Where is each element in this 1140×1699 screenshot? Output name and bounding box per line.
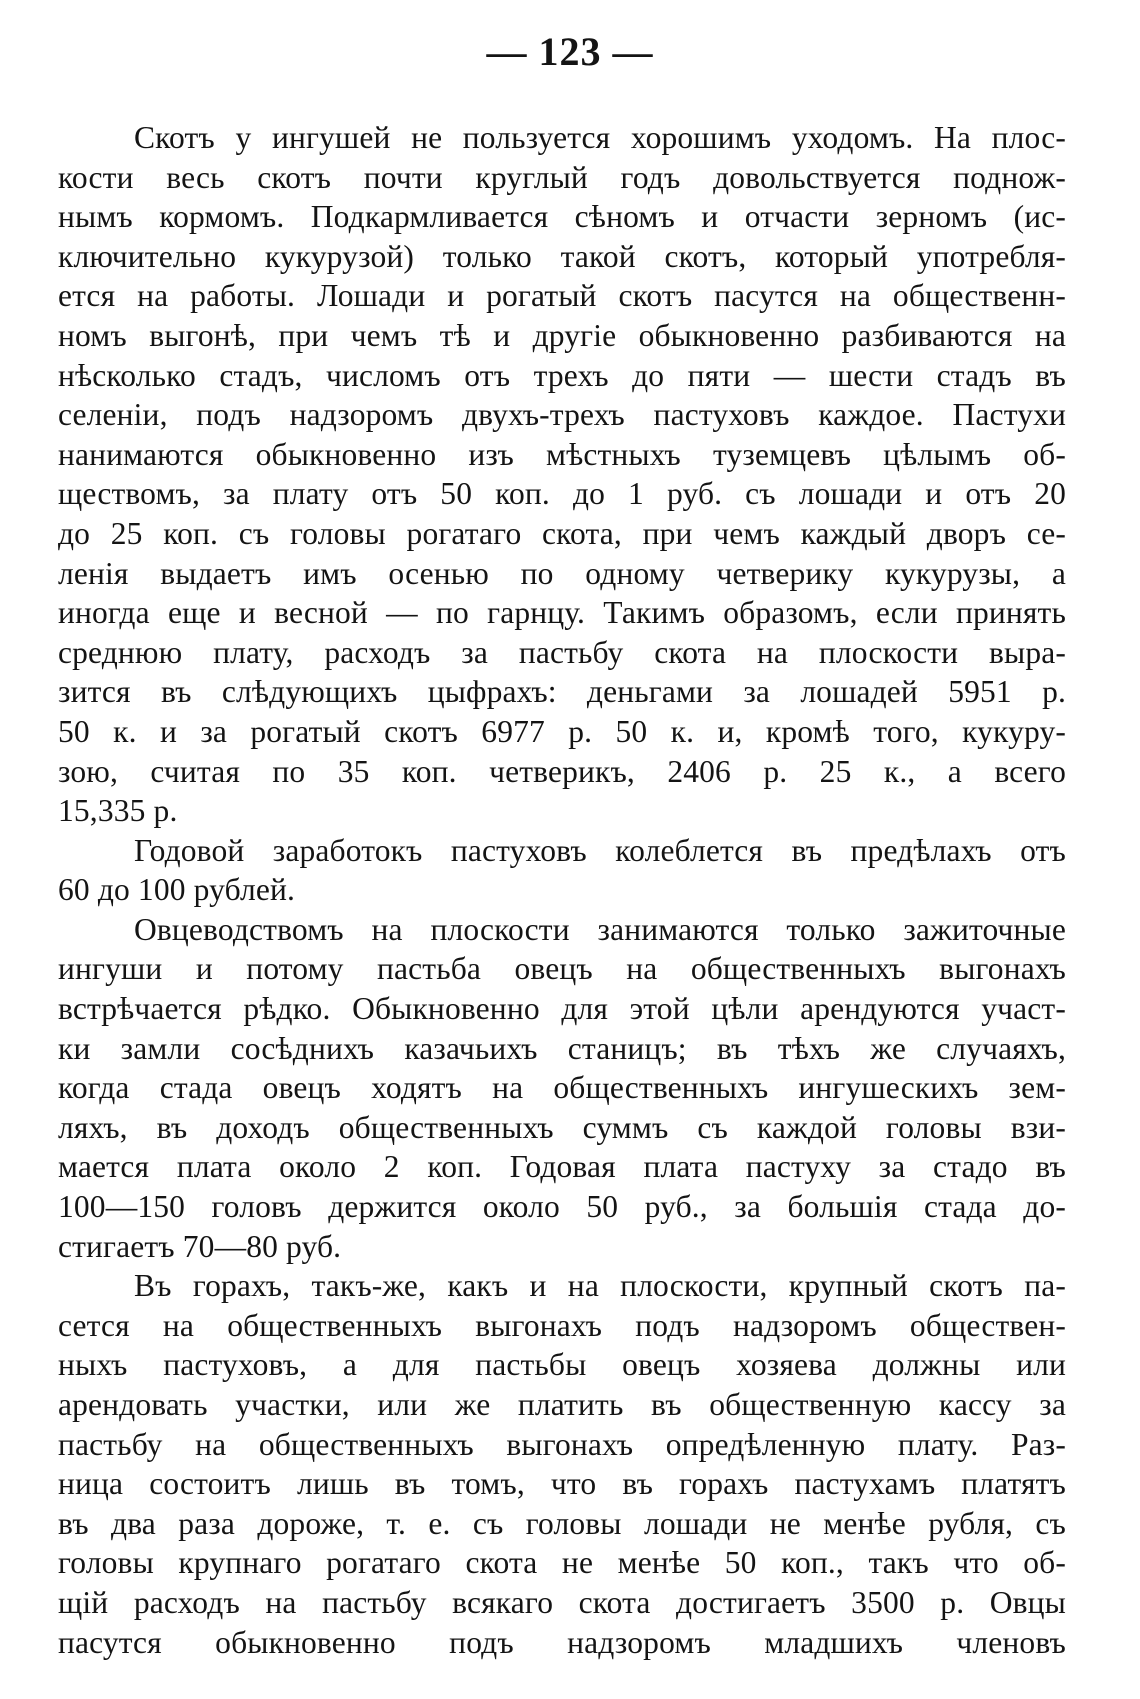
text-line: 15,335 р. (58, 793, 178, 829)
text-line: ленія выдаетъ имъ осенью по одному четверику кукурузы, а (58, 555, 1066, 591)
text-line: сется на общественныхъ выгонахъ подъ надзоромъ обществен- (58, 1307, 1066, 1343)
text-line: ется на работы. Лошади и рогатый скотъ пасутся на общественн- (58, 278, 1066, 314)
text-line: нанимаются обыкновенно изъ мѣстныхъ туземцевъ цѣлымъ об- (58, 436, 1066, 472)
text-line: въ два раза дороже, т. е. съ головы лошади не менѣе рубля, съ (58, 1505, 1066, 1541)
text-line: ключительно кукурузой) только такой скотъ, который употребля- (58, 238, 1066, 274)
text-line: иногда еще и весной — по гарнцу. Такимъ образомъ, если принять (58, 595, 1066, 631)
text-line: щій расходъ на пастьбу всякаго скота достигаетъ 3500 р. Овцы (58, 1584, 1066, 1620)
text-line: 60 до 100 рублей. (58, 872, 296, 908)
text-line: кости весь скотъ почти круглый годъ довольствуется поднож- (58, 159, 1066, 195)
paragraph-1 (58, 118, 1066, 831)
text-line: ныхъ пастуховъ, а для пастьбы овецъ хозяева должны или (58, 1347, 1066, 1383)
text-line: когда стада овецъ ходятъ на общественныхъ ингушескихъ зем- (58, 1070, 1066, 1106)
text-line: Скотъ у ингушей не пользуется хорошимъ уходомъ. На плос- (134, 120, 1066, 155)
page-number: — 123 — (486, 29, 654, 74)
text-line: номъ выгонѣ, при чемъ тѣ и другіе обыкновенно разбиваются на (58, 317, 1066, 353)
text-line: Въ горахъ, такъ-же, какъ и на плоскости, крупный скотъ па- (134, 1268, 1066, 1304)
paragraph-2 (58, 831, 1066, 910)
text-line: головы крупнаго рогатаго скота не менѣе 50 коп., такъ что об- (58, 1545, 1066, 1581)
text-line: ляхъ, въ доходъ общественныхъ суммъ съ каждой головы взи- (58, 1109, 1066, 1145)
text-line: Годовой заработокъ пастуховъ колеблется въ предѣлахъ отъ (134, 832, 1066, 868)
text-line: нѣсколько стадъ, числомъ отъ трехъ до пяти — шести стадъ въ (58, 357, 1066, 393)
text-line: 50 к. и за рогатый скотъ 6977 р. 50 к. и, кромѣ того, кукуру- (58, 713, 1066, 749)
paragraph-4 (58, 1266, 1066, 1662)
text-line: селеніи, подъ надзоромъ двухъ-трехъ пастуховъ каждое. Пастухи (58, 397, 1066, 433)
text-line: 100—150 головъ держится около 50 руб., за большія стада до- (58, 1189, 1066, 1225)
text-line: нымъ кормомъ. Подкармливается сѣномъ и отчасти зерномъ (ис- (58, 199, 1066, 235)
text-line: Овцеводствомъ на плоскости занимаются только зажиточные (134, 911, 1066, 947)
text-line: стигаетъ 70—80 руб. (58, 1228, 342, 1264)
text-line: встрѣчается рѣдко. Обыкновенно для этой цѣли арендуются участ- (58, 991, 1066, 1027)
text-line: среднюю плату, расходъ за пастьбу скота на плоскости выра- (58, 634, 1066, 670)
text-line: ки замли сосѣднихъ казачьихъ станицъ; въ тѣхъ же случаяхъ, (58, 1030, 1066, 1066)
text-line: зится въ слѣдующихъ цыфрахъ: деньгами за лошадей 5951 р. (58, 674, 1066, 710)
text-line: зою, считая по 35 коп. четверикъ, 2406 р. 25 к., а всего (58, 753, 1066, 789)
text-line: ингуши и потому пастьба овецъ на общественныхъ выгонахъ (58, 951, 1066, 987)
paragraph-3 (58, 910, 1066, 1266)
text-body (58, 118, 1066, 1662)
text-line: пасутся обыкновенно подъ надзоромъ младшихъ членовъ (58, 1624, 1066, 1660)
text-line: мается плата около 2 коп. Годовая плата пастуху за стадо въ (58, 1149, 1066, 1185)
text-line: ществомъ, за плату отъ 50 коп. до 1 руб. съ лошади и отъ 20 (58, 476, 1066, 512)
text-line: пастьбу на общественныхъ выгонахъ опредѣленную плату. Раз- (58, 1426, 1066, 1462)
text-line: до 25 коп. съ головы рогатаго скота, при чемъ каждый дворъ се- (58, 515, 1066, 551)
text-line: арендовать участки, или же платить въ общественную кассу за (58, 1387, 1066, 1422)
text-line: ница состоитъ лишь въ томъ, что въ горахъ пастухамъ платятъ (58, 1466, 1066, 1502)
